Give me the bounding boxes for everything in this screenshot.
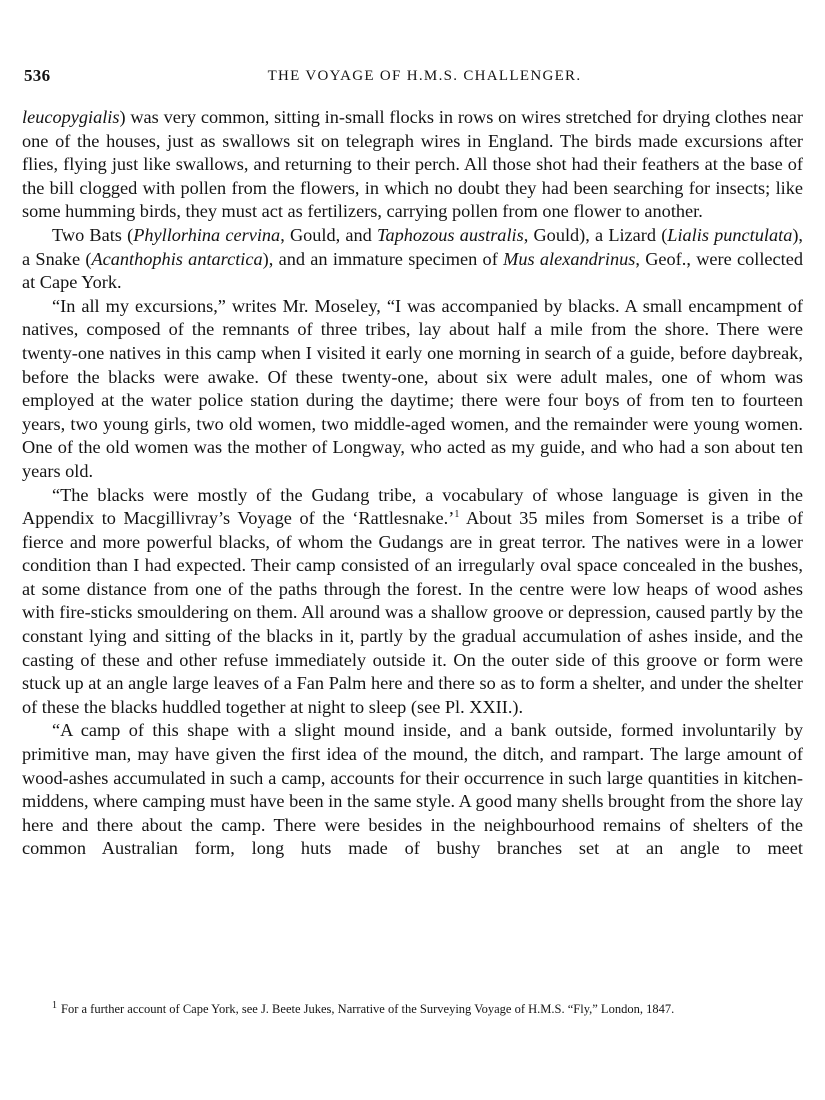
- italic-species-name: Acanthophis antarctica: [91, 248, 263, 269]
- footnote-reference: 1: [454, 509, 460, 520]
- body-paragraph: [22, 106, 803, 224]
- text-run: ), a Snake (: [22, 224, 804, 269]
- footnote: [22, 1000, 803, 1018]
- italic-species-name: Mus alexandrinus: [503, 248, 636, 269]
- text-run: Two Bats (: [52, 224, 134, 245]
- text-run: , Gould, and: [280, 224, 377, 245]
- body-paragraph: [22, 224, 803, 295]
- text-run: “In all my excursions,” writes Mr. Moseley, “I was accompanied by blacks. A small encampment of natives, composed of the remnants of three tribes, lay about half a mile from the shore. There were twenty-one natives in this camp when I visited it early one morning in search of a guide, before daybreak, before the blacks were awake. Of these twenty-one, about six were adult males, one of whom was employed at the water police station during the daytime; there were four boys of from ten to fourteen years, two young girls, two old women, two middle-aged women, and the remainder were young women. One of the old women was the mother of Longway, who acted as my guide, and who had a son about ten years old.: [22, 295, 803, 481]
- italic-species-name: Taphozous australis: [376, 224, 524, 245]
- text-run: ) was very common, sitting in-small flocks in rows on wires stretched for drying clothes near one of the houses, just as swallows sit on telegraph wires in England. The birds made excursions after flies, flying just like swallows, and returning to their perch. All those shot had their feathers at the base of the bill clogged with pollen from the flowers, in which no doubt they had been searching for insects; like some humming birds, they must act as fertilizers, carrying pollen from one flower to another.: [22, 107, 803, 222]
- body-paragraph: [22, 719, 803, 861]
- page-header: [22, 66, 805, 86]
- page-number: 536: [24, 66, 51, 85]
- italic-species-name: Phyllorhina cervina: [133, 224, 281, 245]
- italic-species-name: Lialis punctulata: [667, 224, 793, 245]
- body-paragraph: [22, 295, 803, 484]
- footnote-marker: 1: [52, 999, 57, 1011]
- body-paragraph: [22, 484, 803, 720]
- text-run: About 35 miles from Somerset is a tribe of fierce and more powerful blacks, of whom the Gudangs are in great terror. The natives were in a lower condition than I had expected. Their camp consisted of an irregularly oval space concealed in the bushes, at some distance from one of the paths through the forest. In the centre were low heaps of wood ashes with fire-sticks smouldering on them. All around was a shallow groove or depression, caused partly by the constant lying and sitting of the blacks in it, partly by the gradual accumulation of ashes inside, and the casting of these and other refuse immediately outside it. On the outer side of this groove or form were stuck up at an angle large leaves of a Fan Palm here and there so as to form a shelter, and under the shelter of these the blacks huddled together at night to sleep (see Pl. XXII.).: [22, 508, 803, 717]
- text-run: ), and an immature specimen of: [262, 248, 504, 269]
- italic-species-name: leucopygialis: [22, 107, 120, 127]
- footnote-text: For a further account of Cape York, see J. Beete Jukes, Narrative of the Surveying Voyage of H.M.S. “Fly,” London, 1847.: [61, 1002, 675, 1016]
- text-run: “The blacks were mostly of the Gudang tribe, a vocabulary of whose language is given in the Appendix to Macgillivray’s Voyage of the ‘Rattlesnake.’: [22, 484, 803, 529]
- footnote-paragraph: [22, 1000, 803, 1018]
- running-title: THE VOYAGE OF H.M.S. CHALLENGER.: [267, 68, 582, 84]
- text-run: , Geof., were collected at Cape York.: [22, 248, 803, 293]
- text-run: , Gould), a Lizard (: [523, 224, 668, 245]
- text-run: “A camp of this shape with a slight mound inside, and a bank outside, formed involuntarily by primitive man, may have given the first idea of the mound, the ditch, and rampart. The large amount of wood-ashes accumulated in such a camp, accounts for their occurrence in such large quantities in kitchen-middens, where camping must have been in the same style. A good many shells brought from the shore lay here and there about the camp. There were besides in the neighbourhood remains of shelters of the common Australian form, long huts made of bushy branches set at an angle to meet: [22, 720, 803, 859]
- body-text: [22, 106, 803, 861]
